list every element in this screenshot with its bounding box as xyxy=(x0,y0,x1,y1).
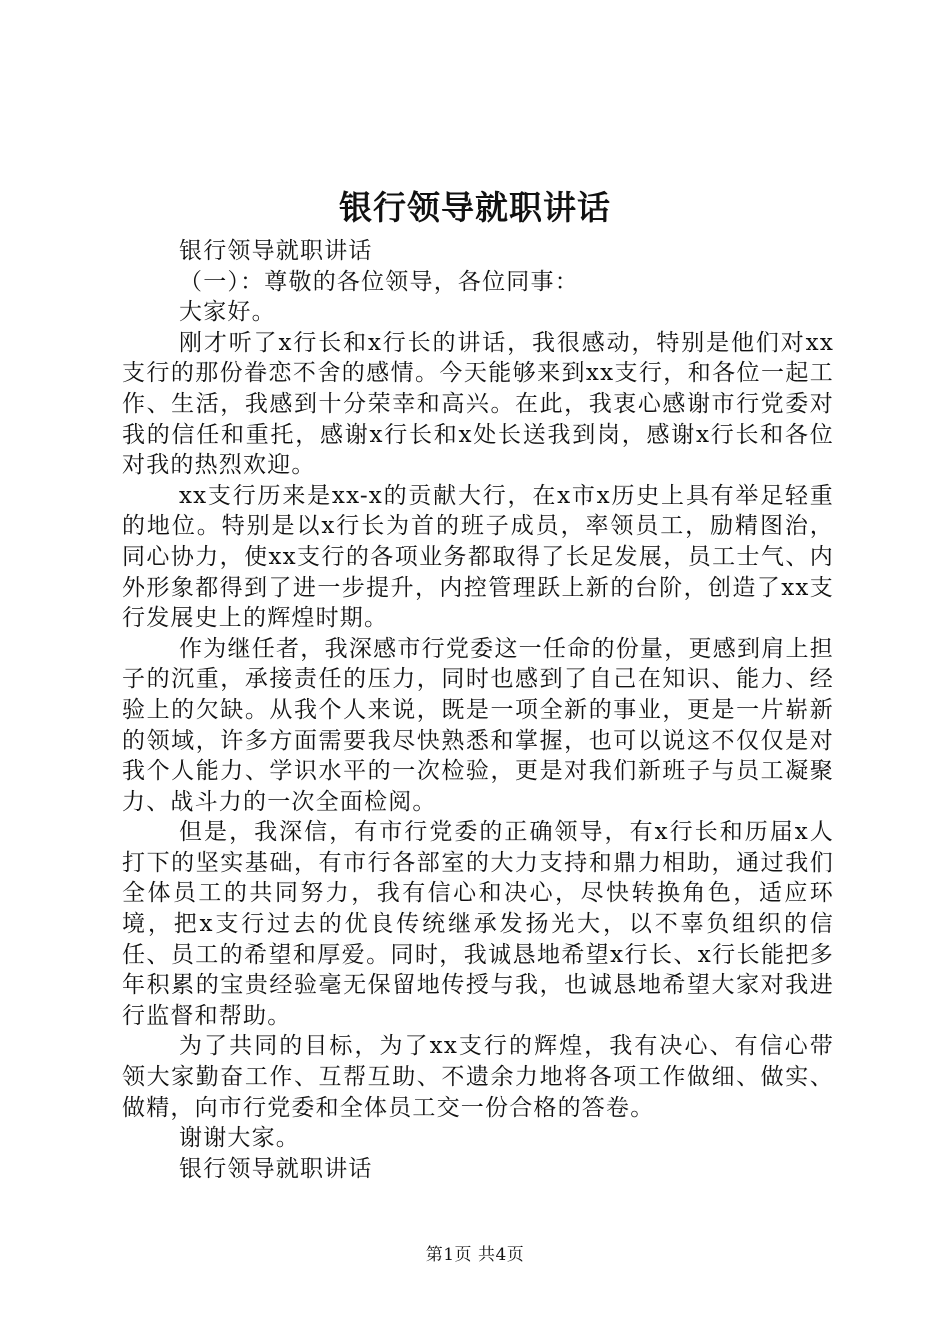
paragraph-salutation: （一）：尊敬的各位领导，各位同事： xyxy=(179,268,579,295)
document-title: 银行领导就职讲话 xyxy=(339,188,611,227)
paragraph-subtitle: 银行领导就职讲话 xyxy=(179,238,373,264)
paragraph-greeting: 大家好。 xyxy=(179,299,276,326)
paragraph-thanks: 刚才听了x行长和x行长的讲话，我很感动，特别是他们对xx支行的那份眷恋不舍的感情。今天能够来到xx支行，和各位一起工作、生活，我感到十分荣幸和高兴。在此，我衷心感谢市行党委对我的信任和重托，感谢x行长和x处长送我到岗，感谢x行长和各位对我的热烈欢迎。 xyxy=(122,329,834,479)
paragraph-closing: 谢谢大家。 xyxy=(179,1125,300,1152)
paragraph-history: xx支行历来是xx-x的贡献大行，在x市x历史上具有举足轻重的地位。特别是以x行长为首的班子成员，率领员工，励精图治，同心协力，使xx支行的各项业务都取得了长足发展，员工士气、内外形象都得到了进一步提升，内控管理跃上新的台阶，创造了xx支行发展史上的辉煌时期。 xyxy=(122,482,834,632)
paragraph-confidence: 但是，我深信，有市行党委的正确领导，有x行长和历届x人打下的坚实基础，有市行各部室的大力支持和鼎力相助，通过我们全体员工的共同努力，我有信心和决心，尽快转换角色，适应环境，把x支行过去的优良传统继承发扬光大，以不辜负组织的信任、员工的希望和厚爱。同时，我诚恳地希望x行长、x行长能把多年积累的宝贵经验毫无保留地传授与我，也诚恳地希望大家对我进行监督和帮助。 xyxy=(122,819,834,1029)
paragraph-next-heading: 银行领导就职讲话 xyxy=(179,1155,373,1182)
document-body xyxy=(122,236,834,1184)
paragraph-responsibility: 作为继任者，我深感市行党委这一任命的份量，更感到肩上担子的沉重，承接责任的压力，同时也感到了自己在知识、能力、经验上的欠缺。从我个人来说，既是一项全新的事业，更是一片崭新的领域，许多方面需要我尽快熟悉和掌握，也可以说这不仅仅是对我个人能力、学识水平的一次检验，更是对我们新班子与员工凝聚力、战斗力的一次全面检阅。 xyxy=(122,635,834,815)
page-number-footer: 第1页 共4页 xyxy=(425,1245,525,1265)
paragraph-goal: 为了共同的目标，为了xx支行的辉煌，我有决心、有信心带领大家勤奋工作、互帮互助、不遗余力地将各项工作做细、做实、做精，向市行党委和全体员工交一份合格的答卷。 xyxy=(122,1033,834,1121)
